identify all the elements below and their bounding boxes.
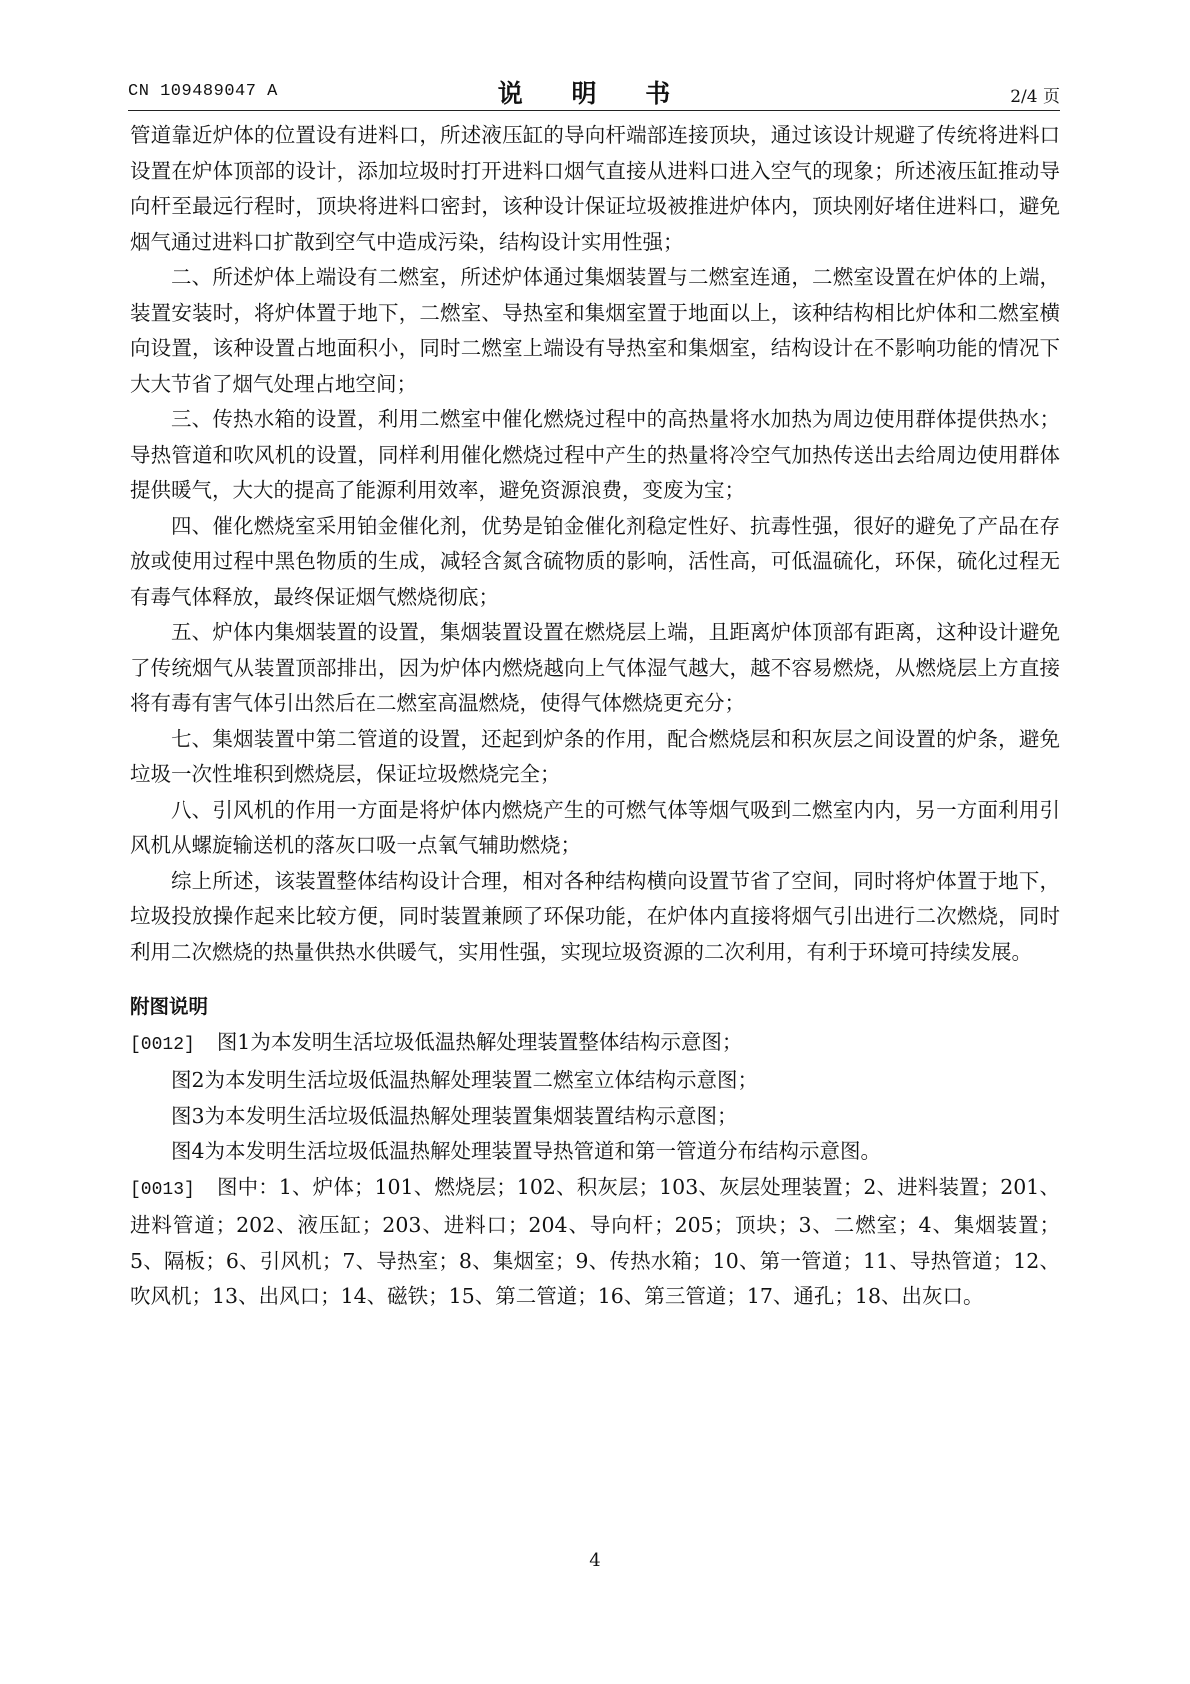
document-number: CN 109489047 A <box>128 82 278 101</box>
paragraph-0013 <box>130 1170 1060 1315</box>
document-body <box>130 118 1060 1315</box>
paragraph-continuation: 管道靠近炉体的位置设有进料口，所述液压缸的导向杆端部连接顶块，通过该设计规避了传统将进料口设置在炉体顶部的设计，添加垃圾时打开进料口烟气直接从进料口进入空气的现象；所述液压缸推动导向杆至最远行程时，顶块将进料口密封，该种设计保证垃圾被推进炉体内，顶块刚好堵住进料口，避免烟气通过进料口扩散到空气中造成污染，结构设计实用性强； <box>130 123 1060 254</box>
paragraph-number: [0012] <box>130 1034 195 1055</box>
reference-legend: 图中：1、炉体；101、燃烧层；102、积灰层；103、灰层处理装置；2、进料装置；201、进料管道；202、液压缸；203、进料口；204、导向杆；205；顶块；3、二燃室；4、集烟装置；5、隔板；6、引风机；7、导热室；8、集烟室；9、传热水箱；10、第一管道；11、导热管道；12、吹风机；13、出风口；14、磁铁；15、第二管道；16、第三管道；17、通孔；18、出灰口。 <box>130 1174 1060 1308</box>
paragraph-advantage-5: 五、炉体内集烟装置的设置，集烟装置设置在燃烧层上端，且距离炉体顶部有距离，这种设计避免了传统烟气从装置顶部排出，因为炉体内燃烧越向上气体湿气越大，越不容易燃烧，从燃烧层上方直接将有毒有害气体引出然后在二燃室高温燃烧，使得气体燃烧更充分； <box>130 620 1060 715</box>
paragraph-advantage-4: 四、催化燃烧室采用铂金催化剂，优势是铂金催化剂稳定性好、抗毒性强，很好的避免了产品在存放或使用过程中黑色物质的生成，减轻含氮含硫物质的影响，活性高，可低温硫化，环保，硫化过程无有毒气体释放，最终保证烟气燃烧彻底； <box>130 513 1060 609</box>
figure-caption-1: 图1为本发明生活垃圾低温热解处理装置整体结构示意图； <box>216 1029 743 1054</box>
page-header <box>128 74 1060 108</box>
document-title: 说 明 书 <box>497 79 691 108</box>
paragraph-0012 <box>130 1025 1060 1064</box>
paragraph-advantage-8: 八、引风机的作用一方面是将炉体内燃烧产生的可燃气体等烟气吸到二燃室内内，另一方面利用引风机从螺旋输送机的落灰口吸一点氧气辅助燃烧； <box>130 797 1060 857</box>
paragraph-advantage-2: 二、所述炉体上端设有二燃室，所述炉体通过集烟装置与二燃室连通，二燃室设置在炉体的上端，装置安装时，将炉体置于地下，二燃室、导热室和集烟室置于地面以上，该种结构相比炉体和二燃室横向设置，该种设置占地面积小，同时二燃室上端设有导热室和集烟室，结构设计在不影响功能的情况下大大节省了烟气处理占地空间； <box>130 265 1060 396</box>
figure-caption-4: 图4为本发明生活垃圾低温热解处理装置导热管道和第一管道分布结构示意图。 <box>171 1139 882 1163</box>
figure-caption-3: 图3为本发明生活垃圾低温热解处理装置集烟装置结构示意图； <box>171 1103 738 1128</box>
figure-caption-2: 图2为本发明生活垃圾低温热解处理装置二燃室立体结构示意图； <box>171 1068 759 1092</box>
page-number: 4 <box>589 1550 601 1571</box>
header-rule <box>128 110 1060 111</box>
paragraph-advantage-7: 七、集烟装置中第二管道的设置，还起到炉条的作用，配合燃烧层和积灰层之间设置的炉条，避免垃圾一次性堆积到燃烧层，保证垃圾燃烧完全； <box>130 726 1060 786</box>
section-title-figures: 附图说明 <box>130 995 209 1018</box>
paragraph-number: [0013] <box>130 1179 195 1200</box>
paragraph-advantage-3: 三、传热水箱的设置，利用二燃室中催化燃烧过程中的高热量将水加热为周边使用群体提供热水；导热管道和吹风机的设置，同样利用催化燃烧过程中产生的热量将冷空气加热传送出去给周边使用群体提供暖气，大大的提高了能源利用效率，避免资源浪费，变废为宝； <box>130 407 1060 502</box>
paragraph-summary: 综上所述，该装置整体结构设计合理，相对各种结构横向设置节省了空间，同时将炉体置于地下，垃圾投放操作起来比较方便，同时装置兼顾了环保功能，在炉体内直接将烟气引出进行二次燃烧，同时利用二次燃烧的热量供热水供暖气，实用性强，实现垃圾资源的二次利用，有利于环境可持续发展。 <box>130 868 1060 964</box>
page-indicator: 2/4 页 <box>1010 87 1060 107</box>
